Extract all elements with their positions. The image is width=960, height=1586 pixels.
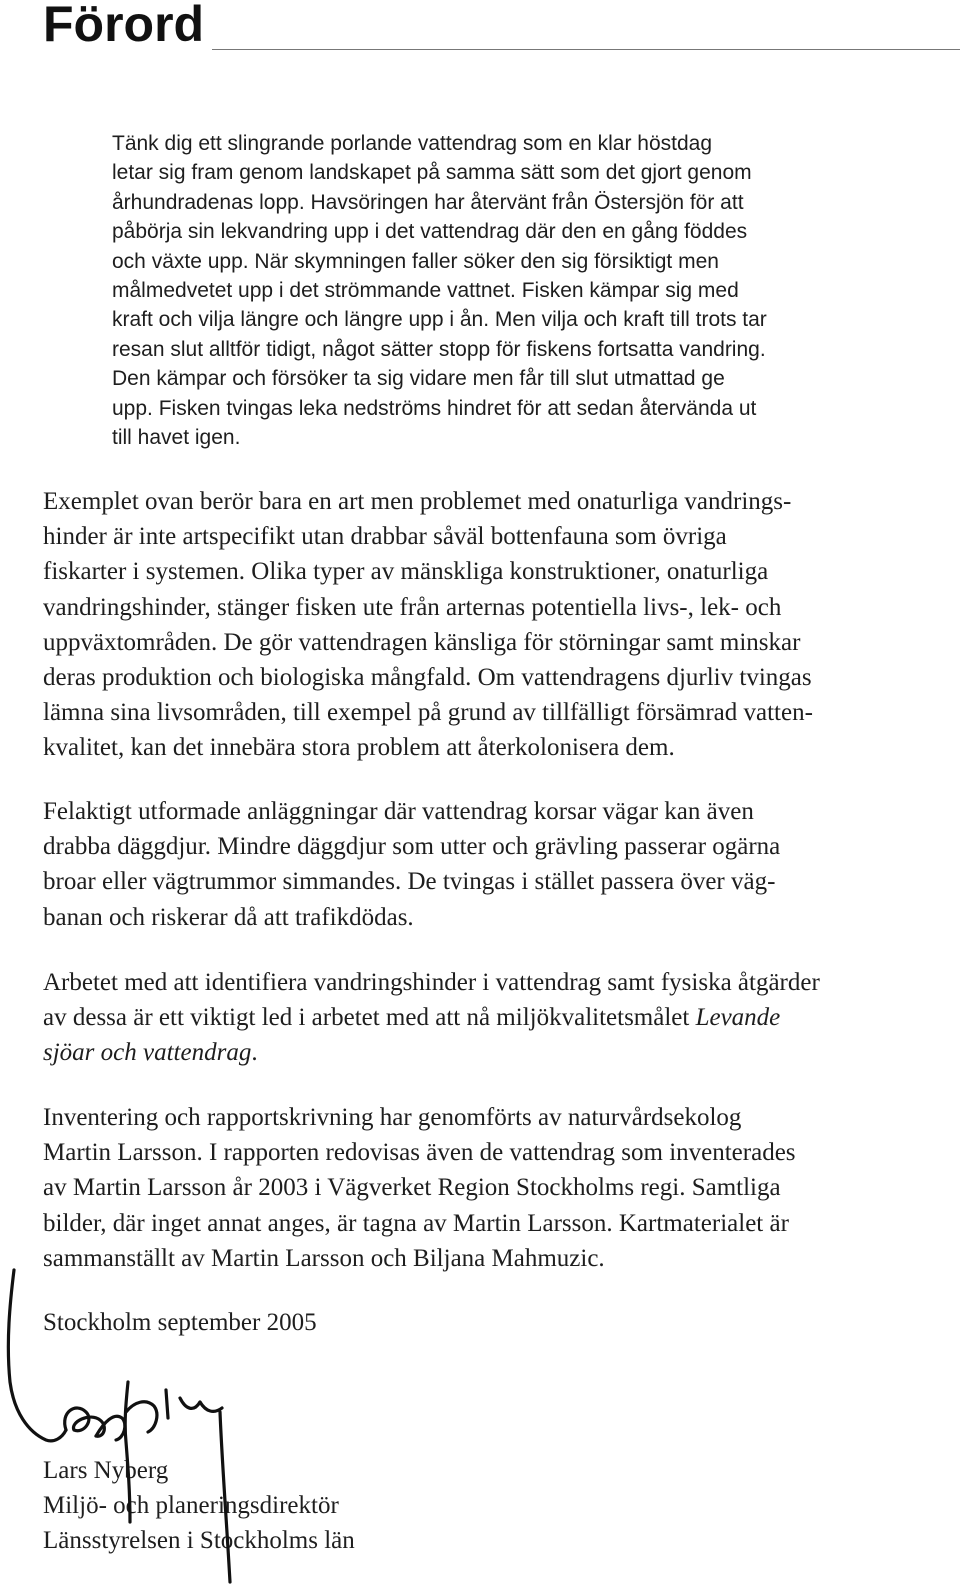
intro-line: resan slut alltför tidigt, något sätter stopp för fiskens fortsatta vandring.: [112, 337, 766, 361]
paragraph-line: hinder är inte artspecifikt utan drabbar såväl bottenfauna som övriga: [43, 523, 727, 551]
body-paragraph-2: [43, 794, 953, 935]
paragraph-text: av dessa är ett viktigt led i arbetet med att nå miljökvalitetsmålet: [43, 1004, 696, 1032]
intro-line: påbörja sin lekvandring upp i det vattendrag där den en gång föddes: [112, 220, 748, 244]
body-paragraph-3: [43, 965, 953, 1071]
signatory-role: Miljö- och planeringsdirektör: [43, 1492, 339, 1520]
paragraph-line: banan och riskerar då att trafikdödas.: [43, 903, 414, 931]
body-paragraph-4: [43, 1100, 953, 1276]
handwritten-signature: [0, 1262, 260, 1586]
intro-paragraph: [112, 129, 912, 452]
place-date-text: Stockholm september 2005: [43, 1309, 317, 1336]
paragraph-line: vandringshinder, stänger fisken ute från arternas potentiella livs-, lek- och: [43, 593, 782, 621]
paragraph-line: Martin Larsson. I rapporten redovisas även de vattendrag som inventerades: [43, 1139, 796, 1167]
intro-line: till havet igen.: [112, 426, 241, 450]
paragraph-line: kvalitet, kan det innebära stora problem att återkolonisera dem.: [43, 734, 675, 762]
intro-line: och växte upp. När skymningen faller söker den sig försiktigt men: [112, 249, 719, 273]
environmental-goal-title: Levande: [695, 1004, 781, 1032]
paragraph-line: broar eller vägtrummor simmandes. De tvingas i stället passera över väg-: [43, 868, 776, 896]
intro-line: upp. Fisken tvingas leka nedströms hindret för att sedan återvända ut: [112, 396, 757, 420]
body-paragraph-1: [43, 484, 953, 766]
paragraph-line: fiskarter i systemen. Olika typer av mänskliga konstruktioner, onaturliga: [43, 558, 769, 586]
paragraph-line: Inventering och rapportskrivning har genomförts av naturvårdsekolog: [43, 1104, 742, 1131]
paragraph-line: Arbetet med att identifiera vandringshinder i vattendrag samt fysiska åtgärder: [43, 969, 820, 996]
title-rule: [212, 49, 960, 50]
paragraph-line: [43, 1035, 953, 1070]
paragraph-line: av Martin Larsson år 2003 i Vägverket Region Stockholms regi. Samtliga: [43, 1174, 781, 1202]
paragraph-text: .: [251, 1039, 258, 1067]
intro-line: målmedvetet upp i det strömmande vattnet. Fisken kämpar sig med: [112, 279, 739, 303]
paragraph-line: drabba däggdjur. Mindre däggdjur som utter och grävling passerar ogärna: [43, 833, 781, 861]
paragraph-line: deras produktion och biologiska mångfald. Om vattendragens djurliv tvingas: [43, 664, 812, 692]
paragraph-line: uppväxtområden. De gör vattendragen känsliga för störningar samt minskar: [43, 628, 801, 656]
paragraph-line: [43, 1000, 953, 1035]
environmental-goal-title: sjöar och vattendrag: [43, 1039, 252, 1067]
paragraph-line: Exemplet ovan berör bara en art men problemet med onaturliga vandrings-: [43, 488, 792, 515]
signatory-name: Lars Nyberg: [43, 1457, 169, 1484]
intro-line: kraft och vilja längre och längre upp i ån. Men vilja och kraft till trots tar: [112, 308, 767, 332]
intro-line: århundradenas lopp. Havsöringen har återvänt från Östersjön för att: [112, 190, 744, 214]
paragraph-line: Felaktigt utformade anläggningar där vattendrag korsar vägar kan även: [43, 798, 754, 825]
signatory-organization: Länsstyrelsen i Stockholms län: [43, 1527, 355, 1555]
page-title: Förord: [43, 0, 205, 52]
paragraph-line: bilder, där inget annat anges, är tagna av Martin Larsson. Kartmaterialet är: [43, 1209, 789, 1237]
intro-line: Den kämpar och försöker ta sig vidare men får till slut utmattad ge: [112, 367, 725, 391]
intro-line: letar sig fram genom landskapet på samma sätt som det gjort genom: [112, 161, 752, 185]
intro-line: Tänk dig ett slingrande porlande vattendrag som en klar höstdag: [112, 132, 713, 155]
paragraph-line: lämna sina livsområden, till exempel på grund av tillfälligt försämrad vatten-: [43, 699, 813, 727]
paragraph-line: sammanställt av Martin Larsson och Biljana Mahmuzic.: [43, 1244, 605, 1272]
